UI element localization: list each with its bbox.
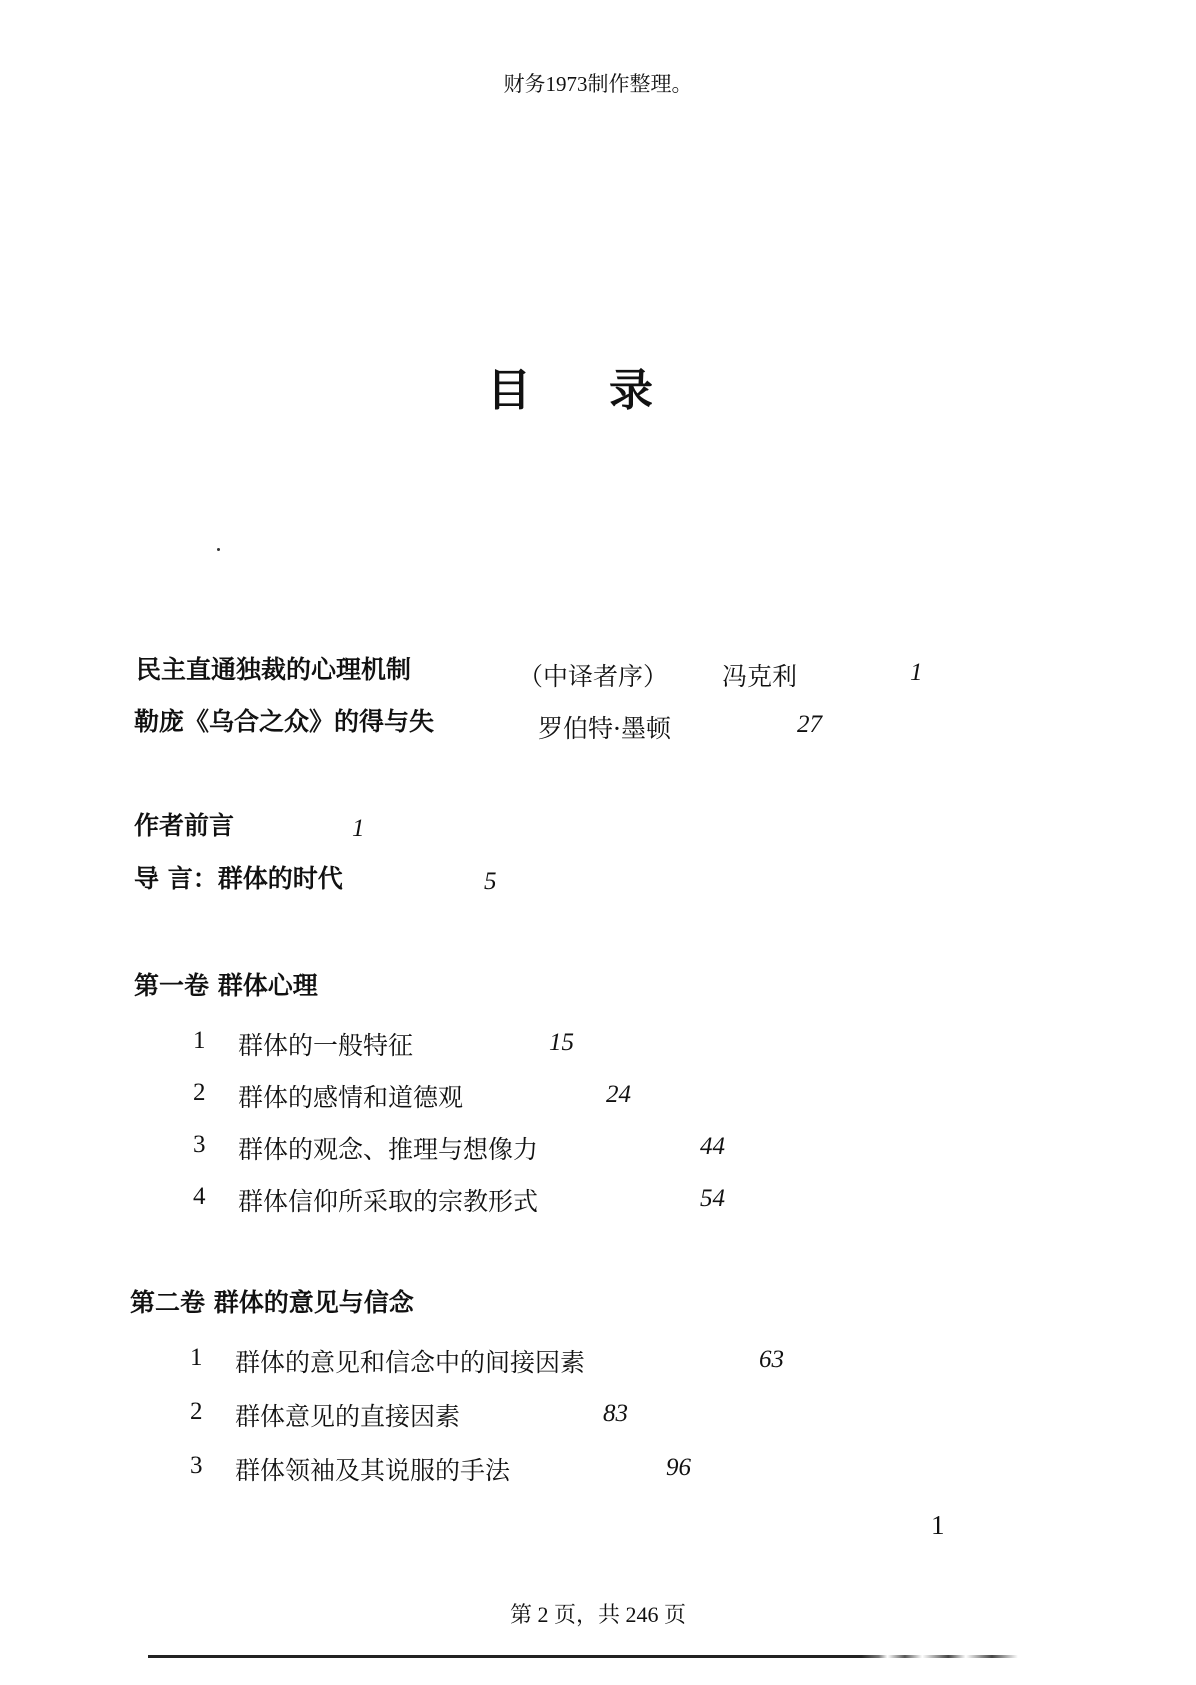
chapter-title: 群体的意见和信念中的间接因素	[235, 1348, 586, 1377]
footer-rule	[148, 1655, 1018, 1658]
toc-entry-title: 勒庞《乌合之众》的得与失	[134, 707, 435, 736]
chapter-number: 1	[190, 1344, 203, 1371]
chapter-page: 44	[700, 1133, 725, 1160]
page-corner-number: 1	[931, 1510, 945, 1540]
header-note: 财务1973制作整理。	[503, 72, 693, 96]
toc-entry-author: 罗伯特·墨顿	[538, 714, 671, 743]
chapter-title: 群体的一般特征	[238, 1031, 414, 1060]
toc-entry-author: 冯克利	[722, 662, 798, 691]
toc-entry-page: 1	[910, 659, 923, 686]
chapter-page: 24	[606, 1081, 631, 1108]
stray-mark	[217, 548, 220, 551]
toc-entry-title: 民主直通独裁的心理机制	[136, 655, 412, 684]
chapter-title: 群体的感情和道德观	[238, 1083, 464, 1112]
book-heading: 第二卷 群体的意见与信念	[130, 1288, 414, 1317]
chapter-number: 4	[193, 1183, 206, 1210]
chapter-number: 3	[190, 1452, 203, 1479]
toc-entry-title: 导 言：群体的时代	[134, 864, 343, 893]
chapter-title: 群体领袖及其说服的手法	[235, 1456, 511, 1485]
chapter-number: 2	[193, 1079, 206, 1106]
toc-entry-subtitle: （中译者序）	[518, 662, 669, 691]
chapter-title: 群体的观念、推理与想像力	[238, 1135, 539, 1164]
chapter-number: 3	[193, 1131, 206, 1158]
toc-entry-page: 27	[797, 711, 822, 738]
chapter-title: 群体意见的直接因素	[235, 1402, 461, 1431]
chapter-page: 96	[666, 1454, 691, 1481]
toc-entry-page: 5	[484, 868, 497, 895]
chapter-page: 83	[603, 1400, 628, 1427]
footer-pager: 第 2 页，共 246 页	[509, 1602, 686, 1627]
chapter-page: 63	[759, 1346, 784, 1373]
chapter-page: 54	[700, 1185, 725, 1212]
page-title: 目录	[487, 365, 731, 416]
toc-entry-page: 1	[352, 815, 365, 842]
chapter-number: 2	[190, 1398, 203, 1425]
chapter-page: 15	[549, 1029, 574, 1056]
book-heading: 第一卷 群体心理	[134, 971, 318, 1000]
chapter-title: 群体信仰所采取的宗教形式	[238, 1187, 539, 1216]
chapter-number: 1	[193, 1027, 206, 1054]
toc-entry-title: 作者前言	[134, 811, 235, 840]
